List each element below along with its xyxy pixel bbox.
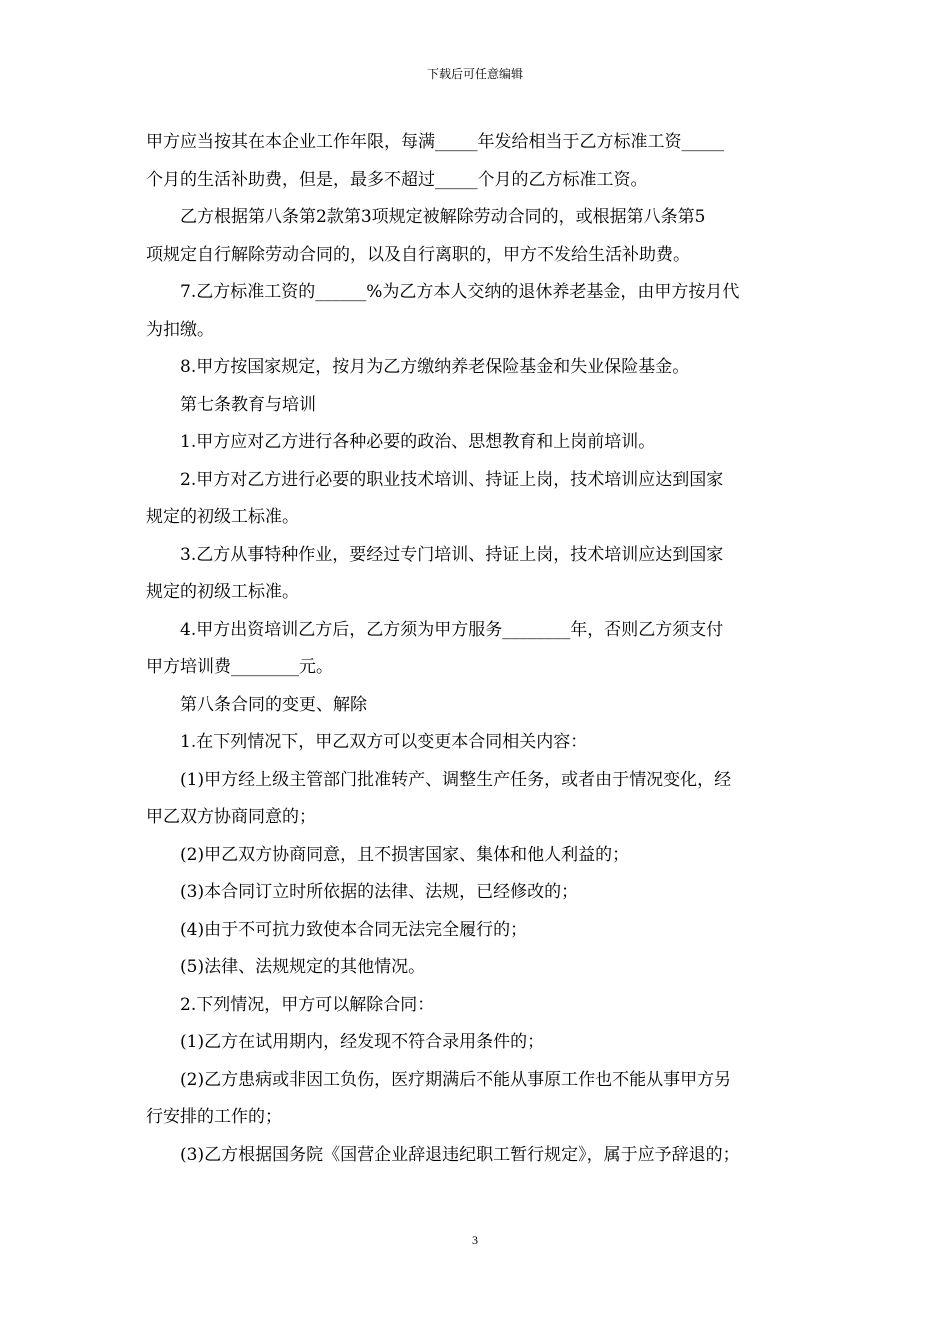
text-line: 1.在下列情况下，甲乙双方可以变更本合同相关内容： <box>180 732 588 752</box>
text-line: (3)乙方根据国务院《国营企业辞退违纪职工暂行规定》，属于应予辞退的； <box>180 1144 740 1165</box>
text-line: 2.下列情况，甲方可以解除合同： <box>180 994 435 1015</box>
text-line: (2)甲乙双方协商同意，且不损害国家、集体和他人利益的； <box>180 844 630 865</box>
document-body <box>146 124 809 1174</box>
text-line: (5)法律、法规规定的其他情况。 <box>180 957 426 977</box>
text-line: (1)甲方经上级主管部门批准转产、调整生产任务，或者由于情况变化，经 <box>180 769 732 790</box>
section-heading: 第八条合同的变更、解除 <box>180 694 367 715</box>
text-line: 行安排的工作的； <box>146 1107 282 1127</box>
text-line: 个月的生活补助费，但是，最多不超过_____个月的乙方标准工资。 <box>146 169 648 190</box>
text-line: 1.甲方应对乙方进行各种必要的政治、思想教育和上岗前培训。 <box>180 432 656 452</box>
text-line: (1)乙方在试用期内，经发现不符合录用条件的； <box>180 1032 545 1052</box>
section-heading: 第七条教育与培训 <box>180 394 316 415</box>
text-line: 7.乙方标准工资的______%为乙方本人交纳的退休养老基金，由甲方按月代 <box>180 282 740 302</box>
text-line: (4)由于不可抗力致使本合同无法完全履行的； <box>180 919 528 940</box>
text-line: 为扣缴。 <box>146 319 214 340</box>
text-line: 规定的初级工标准。 <box>146 507 299 527</box>
text-line: 项规定自行解除劳动合同的，以及自行离职的，甲方不发给生活补助费。 <box>146 244 690 265</box>
text-line: 8.甲方按国家规定，按月为乙方缴纳养老保险基金和失业保险基金。 <box>180 357 690 377</box>
page-header: 下载后可任意编辑 <box>426 67 523 81</box>
text-line: 甲方培训费________元。 <box>146 657 333 677</box>
text-line: 3.乙方从事特种作业，要经过专门培训、持证上岗，技术培训应达到国家 <box>180 544 724 565</box>
text-line: 规定的初级工标准。 <box>146 582 299 602</box>
text-line: 甲方应当按其在本企业工作年限，每满_____年发给相当于乙方标准工资_____ <box>146 132 724 152</box>
text-line: 2.甲方对乙方进行必要的职业技术培训、持证上岗，技术培训应达到国家 <box>180 469 724 490</box>
text-line: (2)乙方患病或非因工负伤，医疗期满后不能从事原工作也不能从事甲方另 <box>180 1069 732 1090</box>
page-number: 3 <box>472 1233 478 1247</box>
text-line: (3)本合同订立时所依据的法律、法规，已经修改的； <box>180 882 579 902</box>
text-line: 乙方根据第八条第2款第3项规定被解除劳动合同的，或根据第八条第5 <box>180 207 706 227</box>
text-line: 甲乙双方协商同意的； <box>146 807 316 827</box>
text-line: 4.甲方出资培训乙方后，乙方须为甲方服务________年，否则乙方须支付 <box>180 619 724 640</box>
